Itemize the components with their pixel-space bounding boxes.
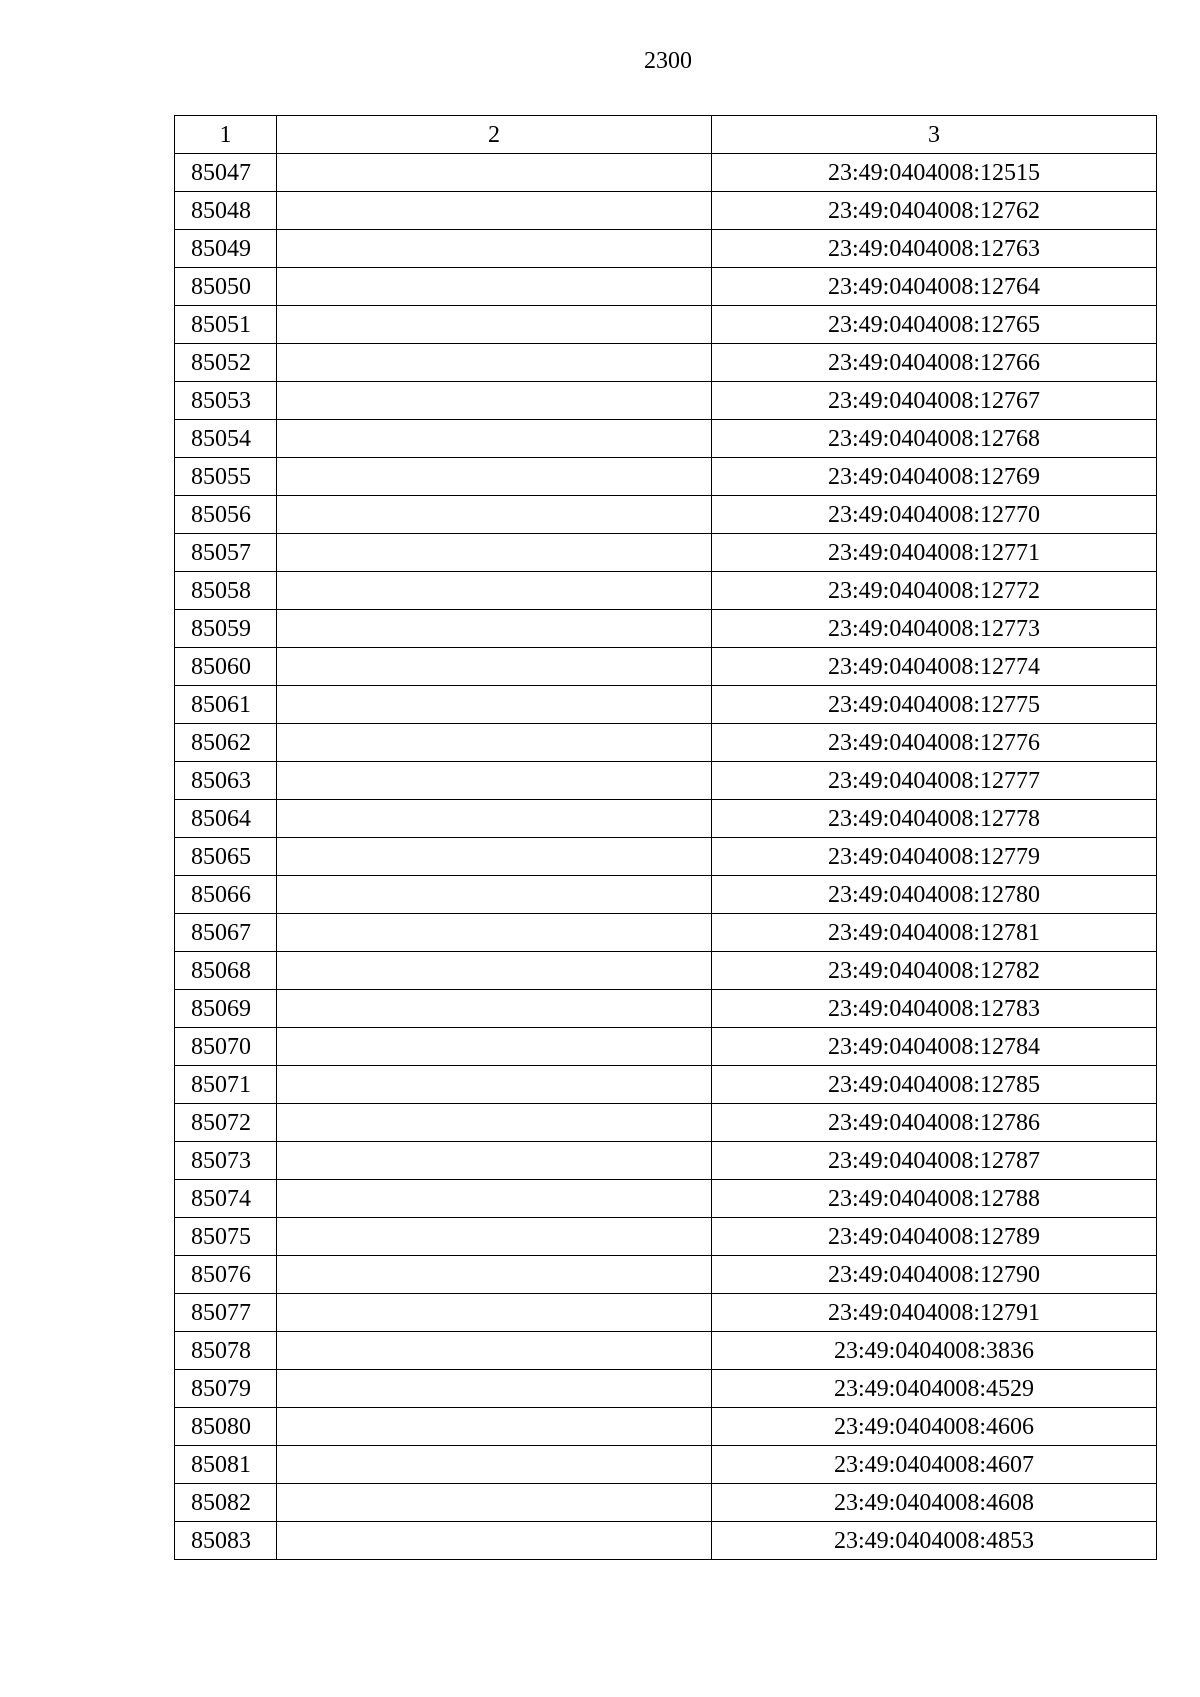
row-empty-cell (277, 1066, 712, 1104)
table-row (175, 952, 1157, 990)
cadastral-number-cell: 23:49:0404008:12765 (712, 306, 1157, 344)
row-empty-cell (277, 1484, 712, 1522)
row-number-cell: 85066 (175, 876, 277, 914)
table-row (175, 762, 1157, 800)
row-number-cell: 85058 (175, 572, 277, 610)
row-number-cell: 85054 (175, 420, 277, 458)
row-number-cell: 85048 (175, 192, 277, 230)
row-empty-cell (277, 1256, 712, 1294)
row-empty-cell (277, 1028, 712, 1066)
row-number-cell: 85055 (175, 458, 277, 496)
cadastral-number-cell: 23:49:0404008:12773 (712, 610, 1157, 648)
row-number-cell: 85059 (175, 610, 277, 648)
register-table (174, 115, 1157, 1560)
table-row (175, 458, 1157, 496)
table-row (175, 990, 1157, 1028)
table-row (175, 1370, 1157, 1408)
row-number-cell: 85078 (175, 1332, 277, 1370)
header-row (175, 116, 1157, 154)
row-empty-cell (277, 838, 712, 876)
row-number-cell: 85060 (175, 648, 277, 686)
row-empty-cell (277, 914, 712, 952)
cadastral-number-cell: 23:49:0404008:12784 (712, 1028, 1157, 1066)
row-empty-cell (277, 1408, 712, 1446)
header-cell-2: 2 (277, 116, 712, 154)
table-row (175, 572, 1157, 610)
table-row (175, 192, 1157, 230)
cadastral-number-cell: 23:49:0404008:12788 (712, 1180, 1157, 1218)
row-number-cell: 85083 (175, 1522, 277, 1560)
row-empty-cell (277, 1522, 712, 1560)
row-empty-cell (277, 230, 712, 268)
row-number-cell: 85053 (175, 382, 277, 420)
table-header (175, 116, 1157, 154)
cadastral-number-cell: 23:49:0404008:12787 (712, 1142, 1157, 1180)
row-number-cell: 85051 (175, 306, 277, 344)
table-row (175, 686, 1157, 724)
cadastral-number-cell: 23:49:0404008:12780 (712, 876, 1157, 914)
cadastral-number-cell: 23:49:0404008:4606 (712, 1408, 1157, 1446)
cadastral-number-cell: 23:49:0404008:12785 (712, 1066, 1157, 1104)
row-empty-cell (277, 1142, 712, 1180)
table-row (175, 496, 1157, 534)
row-empty-cell (277, 610, 712, 648)
row-empty-cell (277, 458, 712, 496)
row-number-cell: 85082 (175, 1484, 277, 1522)
table-row (175, 1180, 1157, 1218)
register-table-container (174, 115, 1157, 1560)
row-empty-cell (277, 268, 712, 306)
cadastral-number-cell: 23:49:0404008:12770 (712, 496, 1157, 534)
cadastral-number-cell: 23:49:0404008:12774 (712, 648, 1157, 686)
row-number-cell: 85057 (175, 534, 277, 572)
table-row (175, 1332, 1157, 1370)
row-number-cell: 85073 (175, 1142, 277, 1180)
cadastral-number-cell: 23:49:0404008:12777 (712, 762, 1157, 800)
table-row (175, 344, 1157, 382)
table-row (175, 420, 1157, 458)
cadastral-number-cell: 23:49:0404008:12778 (712, 800, 1157, 838)
row-number-cell: 85052 (175, 344, 277, 382)
row-number-cell: 85056 (175, 496, 277, 534)
table-row (175, 838, 1157, 876)
cadastral-number-cell: 23:49:0404008:12775 (712, 686, 1157, 724)
row-number-cell: 85062 (175, 724, 277, 762)
table-row (175, 1446, 1157, 1484)
row-empty-cell (277, 1294, 712, 1332)
table-row (175, 1218, 1157, 1256)
table-row (175, 876, 1157, 914)
row-number-cell: 85068 (175, 952, 277, 990)
row-number-cell: 85050 (175, 268, 277, 306)
cadastral-number-cell: 23:49:0404008:3836 (712, 1332, 1157, 1370)
row-number-cell: 85069 (175, 990, 277, 1028)
row-number-cell: 85077 (175, 1294, 277, 1332)
row-empty-cell (277, 344, 712, 382)
row-empty-cell (277, 154, 712, 192)
row-empty-cell (277, 1104, 712, 1142)
cadastral-number-cell: 23:49:0404008:12772 (712, 572, 1157, 610)
row-number-cell: 85071 (175, 1066, 277, 1104)
cadastral-number-cell: 23:49:0404008:12768 (712, 420, 1157, 458)
table-row (175, 268, 1157, 306)
row-empty-cell (277, 800, 712, 838)
row-empty-cell (277, 648, 712, 686)
row-empty-cell (277, 762, 712, 800)
row-empty-cell (277, 1332, 712, 1370)
row-empty-cell (277, 990, 712, 1028)
table-row (175, 648, 1157, 686)
row-empty-cell (277, 1218, 712, 1256)
row-empty-cell (277, 496, 712, 534)
row-empty-cell (277, 420, 712, 458)
row-number-cell: 85081 (175, 1446, 277, 1484)
table-row (175, 1142, 1157, 1180)
row-number-cell: 85047 (175, 154, 277, 192)
cadastral-number-cell: 23:49:0404008:12771 (712, 534, 1157, 572)
table-row (175, 1028, 1157, 1066)
table-row (175, 1484, 1157, 1522)
cadastral-number-cell: 23:49:0404008:12763 (712, 230, 1157, 268)
table-row (175, 382, 1157, 420)
row-empty-cell (277, 952, 712, 990)
cadastral-number-cell: 23:49:0404008:12790 (712, 1256, 1157, 1294)
row-number-cell: 85074 (175, 1180, 277, 1218)
row-empty-cell (277, 1370, 712, 1408)
row-number-cell: 85064 (175, 800, 277, 838)
table-body (175, 154, 1157, 1560)
cadastral-number-cell: 23:49:0404008:4607 (712, 1446, 1157, 1484)
cadastral-number-cell: 23:49:0404008:12776 (712, 724, 1157, 762)
row-number-cell: 85063 (175, 762, 277, 800)
cadastral-number-cell: 23:49:0404008:12515 (712, 154, 1157, 192)
cadastral-number-cell: 23:49:0404008:12783 (712, 990, 1157, 1028)
table-row (175, 534, 1157, 572)
row-empty-cell (277, 306, 712, 344)
row-number-cell: 85076 (175, 1256, 277, 1294)
cadastral-number-cell: 23:49:0404008:12766 (712, 344, 1157, 382)
table-row (175, 1294, 1157, 1332)
table-row (175, 1256, 1157, 1294)
row-number-cell: 85072 (175, 1104, 277, 1142)
row-empty-cell (277, 724, 712, 762)
cadastral-number-cell: 23:49:0404008:12789 (712, 1218, 1157, 1256)
table-row (175, 230, 1157, 268)
row-number-cell: 85070 (175, 1028, 277, 1066)
cadastral-number-cell: 23:49:0404008:12764 (712, 268, 1157, 306)
row-empty-cell (277, 382, 712, 420)
table-row (175, 914, 1157, 952)
cadastral-number-cell: 23:49:0404008:12779 (712, 838, 1157, 876)
table-row (175, 800, 1157, 838)
row-empty-cell (277, 192, 712, 230)
header-cell-3: 3 (712, 116, 1157, 154)
row-number-cell: 85061 (175, 686, 277, 724)
cadastral-number-cell: 23:49:0404008:12762 (712, 192, 1157, 230)
row-number-cell: 85067 (175, 914, 277, 952)
table-row (175, 1104, 1157, 1142)
row-number-cell: 85080 (175, 1408, 277, 1446)
header-cell-1: 1 (175, 116, 277, 154)
cadastral-number-cell: 23:49:0404008:12769 (712, 458, 1157, 496)
table-row (175, 1522, 1157, 1560)
cadastral-number-cell: 23:49:0404008:4608 (712, 1484, 1157, 1522)
table-row (175, 1408, 1157, 1446)
row-number-cell: 85065 (175, 838, 277, 876)
table-row (175, 1066, 1157, 1104)
page-number: 2300 (644, 48, 692, 74)
cadastral-number-cell: 23:49:0404008:12767 (712, 382, 1157, 420)
cadastral-number-cell: 23:49:0404008:12791 (712, 1294, 1157, 1332)
cadastral-number-cell: 23:49:0404008:12781 (712, 914, 1157, 952)
cadastral-number-cell: 23:49:0404008:4529 (712, 1370, 1157, 1408)
row-empty-cell (277, 534, 712, 572)
row-number-cell: 85049 (175, 230, 277, 268)
row-empty-cell (277, 572, 712, 610)
row-number-cell: 85075 (175, 1218, 277, 1256)
table-row (175, 154, 1157, 192)
cadastral-number-cell: 23:49:0404008:12782 (712, 952, 1157, 990)
row-empty-cell (277, 1446, 712, 1484)
cadastral-number-cell: 23:49:0404008:12786 (712, 1104, 1157, 1142)
row-empty-cell (277, 876, 712, 914)
cadastral-number-cell: 23:49:0404008:4853 (712, 1522, 1157, 1560)
table-row (175, 724, 1157, 762)
table-row (175, 610, 1157, 648)
table-row (175, 306, 1157, 344)
row-empty-cell (277, 1180, 712, 1218)
row-number-cell: 85079 (175, 1370, 277, 1408)
row-empty-cell (277, 686, 712, 724)
